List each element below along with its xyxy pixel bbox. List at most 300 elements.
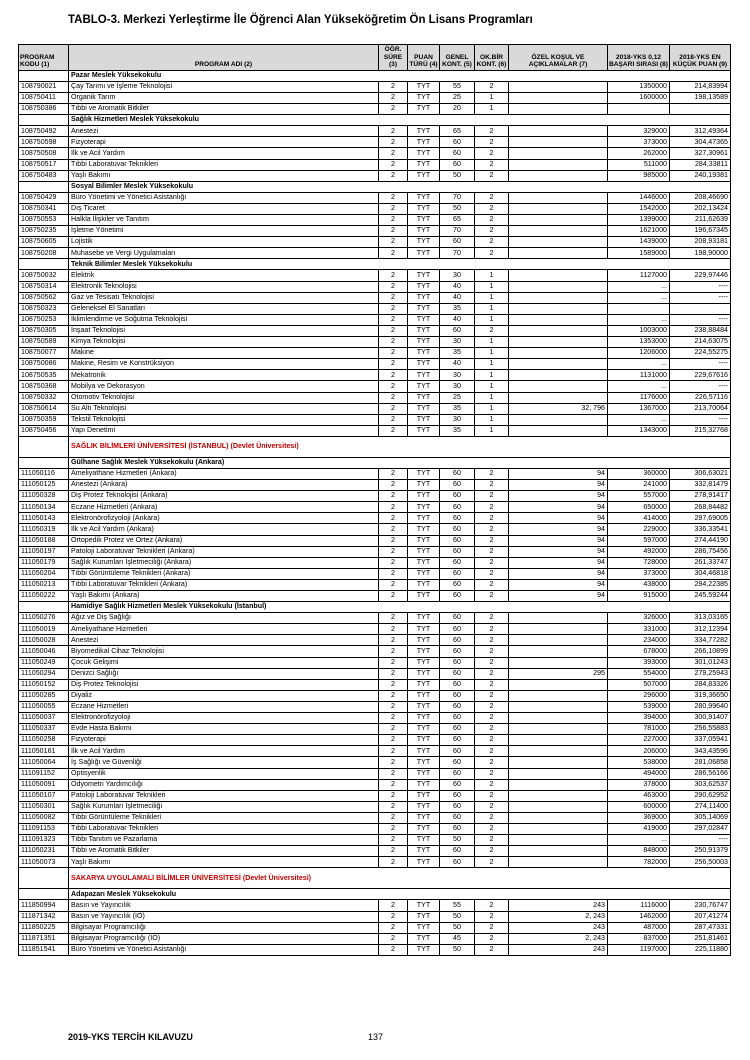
cell-success-rank: 394000 (608, 713, 670, 724)
cell-program-code: 111871342 (19, 911, 69, 922)
cell-min-score: 202,13424 (670, 203, 731, 214)
table-row (19, 857, 731, 868)
cell-duration: 2 (379, 911, 408, 922)
cell-score-type: TYT (408, 635, 440, 646)
cell-program-code: 108750456 (19, 425, 69, 436)
cell-program-code: 108750492 (19, 126, 69, 137)
table-row (19, 713, 731, 724)
cell-program-name: Diş Protez Teknolojisi (Ankara) (69, 491, 379, 502)
cell-score-type: TYT (408, 170, 440, 181)
cell-score-type: TYT (408, 933, 440, 944)
school-name: Adapazarı Meslek Yüksekokulu (69, 889, 731, 900)
cell-ob-quota: 2 (475, 148, 509, 159)
cell-duration: 2 (379, 403, 408, 414)
cell-program-code: 108750535 (19, 370, 69, 381)
cell-general-quota: 45 (440, 933, 475, 944)
school-section-row (19, 115, 731, 126)
cell-ob-quota: 2 (475, 701, 509, 712)
cell-duration: 2 (379, 535, 408, 546)
table-row (19, 248, 731, 259)
cell-special-conditions (509, 314, 608, 325)
school-section-row (19, 602, 731, 613)
cell-score-type: TYT (408, 491, 440, 502)
cell-special-conditions: 2, 243 (509, 911, 608, 922)
cell-ob-quota: 1 (475, 392, 509, 403)
cell-success-rank: 378000 (608, 779, 670, 790)
cell-ob-quota: 2 (475, 557, 509, 568)
cell-special-conditions: 94 (509, 557, 608, 568)
cell-general-quota: 30 (440, 381, 475, 392)
cell-ob-quota: 2 (475, 524, 509, 535)
cell-program-code: 108750341 (19, 203, 69, 214)
cell-program-name: Diş Protez Teknolojisi (69, 679, 379, 690)
cell-program-code: 111050285 (19, 690, 69, 701)
cell-success-rank: 1131000 (608, 370, 670, 381)
cell-duration: 2 (379, 823, 408, 834)
cell-min-score: 301,01243 (670, 657, 731, 668)
cell-general-quota: 55 (440, 81, 475, 92)
cell-general-quota: 40 (440, 292, 475, 303)
cell-program-name: Yapı Denetimi (69, 425, 379, 436)
cell-general-quota: 60 (440, 801, 475, 812)
cell-special-conditions: 94 (509, 591, 608, 602)
cell-program-code: 108750086 (19, 359, 69, 370)
cell-program-code: 111050125 (19, 480, 69, 491)
cell-score-type: TYT (408, 348, 440, 359)
cell-program-code: 111050204 (19, 568, 69, 579)
blank-code-cell (19, 115, 69, 126)
blank-code-cell (19, 602, 69, 613)
cell-duration: 2 (379, 579, 408, 590)
cell-ob-quota: 2 (475, 757, 509, 768)
cell-program-code: 108750368 (19, 381, 69, 392)
cell-success-rank: 373000 (608, 137, 670, 148)
blank-code-cell (19, 70, 69, 81)
cell-ob-quota: 1 (475, 337, 509, 348)
cell-program-name: Patoloji Laboratuvar Teknikleri (69, 790, 379, 801)
cell-score-type: TYT (408, 203, 440, 214)
cell-general-quota: 60 (440, 657, 475, 668)
cell-score-type: TYT (408, 303, 440, 314)
cell-ob-quota: 2 (475, 779, 509, 790)
cell-program-name: Çocuk Gelişimi (69, 657, 379, 668)
table-row (19, 92, 731, 103)
cell-min-score: 287,47331 (670, 922, 731, 933)
cell-special-conditions: 2, 243 (509, 933, 608, 944)
blank-code-cell (19, 889, 69, 900)
cell-min-score: 229,67616 (670, 370, 731, 381)
cell-score-type: TYT (408, 392, 440, 403)
cell-program-name: Diyaliz (69, 690, 379, 701)
cell-score-type: TYT (408, 579, 440, 590)
table-row (19, 546, 731, 557)
cell-program-code: 108750517 (19, 159, 69, 170)
cell-general-quota: 60 (440, 579, 475, 590)
cell-success-rank: 678000 (608, 646, 670, 657)
cell-general-quota: 60 (440, 746, 475, 757)
cell-min-score: 284,83326 (670, 679, 731, 690)
table-row (19, 900, 731, 911)
cell-program-name: Büro Yönetimi ve Yönetici Asistanlığı (69, 192, 379, 203)
cell-special-conditions (509, 846, 608, 857)
cell-general-quota: 60 (440, 557, 475, 568)
cell-min-score: ---- (670, 292, 731, 303)
cell-duration: 2 (379, 237, 408, 248)
cell-special-conditions: 94 (509, 568, 608, 579)
cell-program-name: Bilgisayar Programcılığı (69, 922, 379, 933)
cell-general-quota: 60 (440, 524, 475, 535)
table-row (19, 226, 731, 237)
table-row (19, 414, 731, 425)
table-row (19, 137, 731, 148)
cell-general-quota: 40 (440, 281, 475, 292)
table-row (19, 657, 731, 668)
cell-duration: 2 (379, 192, 408, 203)
cell-ob-quota: 2 (475, 801, 509, 812)
cell-general-quota: 25 (440, 392, 475, 403)
cell-program-name: Anestezi (Ankara) (69, 480, 379, 491)
cell-success-rank: 650000 (608, 502, 670, 513)
cell-ob-quota: 2 (475, 237, 509, 248)
cell-ob-quota: 2 (475, 81, 509, 92)
cell-score-type: TYT (408, 944, 440, 955)
cell-min-score: 332,81479 (670, 480, 731, 491)
cell-program-code: 111050028 (19, 635, 69, 646)
table-row (19, 148, 731, 159)
cell-success-rank: 487000 (608, 922, 670, 933)
cell-program-name: Fizyoterapi (69, 735, 379, 746)
cell-general-quota: 30 (440, 370, 475, 381)
cell-program-name: Tıbbi Laboratuvar Teknikleri (69, 159, 379, 170)
cell-ob-quota: 1 (475, 403, 509, 414)
cell-program-name: Makine, Resim ve Konstrüksiyon (69, 359, 379, 370)
cell-success-rank: 331000 (608, 624, 670, 635)
cell-special-conditions (509, 281, 608, 292)
cell-score-type: TYT (408, 835, 440, 846)
cell-score-type: TYT (408, 713, 440, 724)
table-row (19, 359, 731, 370)
cell-general-quota: 60 (440, 768, 475, 779)
cell-score-type: TYT (408, 801, 440, 812)
cell-general-quota: 30 (440, 270, 475, 281)
cell-program-name: İş Sağlığı ve Güvenliği (69, 757, 379, 768)
cell-ob-quota: 2 (475, 546, 509, 557)
cell-duration: 2 (379, 303, 408, 314)
cell-program-code: 108750605 (19, 237, 69, 248)
cell-general-quota: 60 (440, 724, 475, 735)
cell-special-conditions (509, 137, 608, 148)
cell-min-score: 280,99640 (670, 701, 731, 712)
cell-program-name: Makine (69, 348, 379, 359)
cell-duration: 2 (379, 646, 408, 657)
cell-min-score: ---- (670, 835, 731, 846)
header-program-name: PROGRAM ADI (2) (69, 45, 379, 71)
cell-special-conditions (509, 613, 608, 624)
cell-program-code: 108750323 (19, 303, 69, 314)
cell-duration: 2 (379, 170, 408, 181)
school-name: Gülhane Sağlık Meslek Yüksekokulu (Ankara) (69, 457, 731, 468)
page-number: 137 (368, 1032, 384, 1042)
cell-duration: 2 (379, 546, 408, 557)
cell-special-conditions (509, 203, 608, 214)
cell-success-rank: 419000 (608, 823, 670, 834)
cell-min-score: 224,55275 (670, 348, 731, 359)
cell-ob-quota: 2 (475, 790, 509, 801)
table-row (19, 679, 731, 690)
cell-duration: 2 (379, 126, 408, 137)
cell-general-quota: 60 (440, 846, 475, 857)
cell-ob-quota: 2 (475, 137, 509, 148)
cell-program-code: 111050082 (19, 812, 69, 823)
cell-min-score: 337,05941 (670, 735, 731, 746)
cell-score-type: TYT (408, 900, 440, 911)
cell-ob-quota: 1 (475, 281, 509, 292)
cell-ob-quota: 2 (475, 812, 509, 823)
cell-special-conditions (509, 237, 608, 248)
cell-program-name: Çay Tarımı ve İşleme Teknolojisi (69, 81, 379, 92)
cell-program-name: Tıbbi ve Aromatik Bitkiler (69, 846, 379, 857)
cell-special-conditions (509, 425, 608, 436)
cell-general-quota: 60 (440, 735, 475, 746)
cell-program-name: Muhasebe ve Vergi Uygulamaları (69, 248, 379, 259)
cell-program-name: Eczane Hizmetleri (69, 701, 379, 712)
cell-ob-quota: 2 (475, 933, 509, 944)
cell-min-score: 211,62639 (670, 215, 731, 226)
cell-ob-quota: 2 (475, 944, 509, 955)
cell-general-quota: 60 (440, 568, 475, 579)
cell-program-name: Tıbbi Laboratuvar Teknikleri (69, 823, 379, 834)
cell-score-type: TYT (408, 92, 440, 103)
cell-success-rank: 915000 (608, 591, 670, 602)
cell-special-conditions: 243 (509, 922, 608, 933)
cell-general-quota: 60 (440, 513, 475, 524)
cell-special-conditions: 243 (509, 944, 608, 955)
cell-success-rank: ... (608, 381, 670, 392)
cell-score-type: TYT (408, 690, 440, 701)
cell-min-score: ---- (670, 359, 731, 370)
cell-success-rank: 1176000 (608, 392, 670, 403)
cell-duration: 2 (379, 337, 408, 348)
cell-general-quota: 50 (440, 170, 475, 181)
cell-special-conditions (509, 81, 608, 92)
cell-general-quota: 60 (440, 480, 475, 491)
cell-ob-quota: 2 (475, 579, 509, 590)
cell-general-quota: 60 (440, 624, 475, 635)
table-row (19, 480, 731, 491)
cell-min-score: 300,91407 (670, 713, 731, 724)
cell-special-conditions (509, 292, 608, 303)
cell-special-conditions (509, 159, 608, 170)
table-row (19, 591, 731, 602)
cell-success-rank: 1600000 (608, 92, 670, 103)
cell-program-code: 108750235 (19, 226, 69, 237)
cell-min-score: 250,91379 (670, 846, 731, 857)
cell-score-type: TYT (408, 381, 440, 392)
table-row (19, 381, 731, 392)
programs-table-container (18, 44, 730, 956)
cell-program-name: Otomotiv Teknolojisi (69, 392, 379, 403)
cell-score-type: TYT (408, 192, 440, 203)
cell-ob-quota: 2 (475, 679, 509, 690)
cell-min-score: ---- (670, 381, 731, 392)
cell-min-score: 198,90000 (670, 248, 731, 259)
cell-general-quota: 30 (440, 337, 475, 348)
cell-program-code: 108750483 (19, 170, 69, 181)
cell-score-type: TYT (408, 104, 440, 115)
cell-special-conditions (509, 381, 608, 392)
cell-program-code: 111050319 (19, 524, 69, 535)
cell-score-type: TYT (408, 535, 440, 546)
cell-success-rank: 1197000 (608, 944, 670, 955)
cell-success-rank: 369000 (608, 812, 670, 823)
cell-ob-quota: 2 (475, 480, 509, 491)
cell-program-name: Ağız ve Diş Sağlığı (69, 613, 379, 624)
cell-program-name: İlk ve Acil Yardım (Ankara) (69, 524, 379, 535)
school-section-row (19, 259, 731, 270)
cell-program-code: 111871351 (19, 933, 69, 944)
table-row (19, 933, 731, 944)
table-row (19, 303, 731, 314)
cell-program-code: 108750508 (19, 148, 69, 159)
table-row (19, 812, 731, 823)
cell-min-score: 286,56166 (670, 768, 731, 779)
cell-special-conditions (509, 646, 608, 657)
cell-general-quota: 60 (440, 679, 475, 690)
cell-special-conditions (509, 325, 608, 336)
cell-general-quota: 35 (440, 303, 475, 314)
cell-program-code: 111091153 (19, 823, 69, 834)
cell-score-type: TYT (408, 126, 440, 137)
cell-program-code: 111050222 (19, 591, 69, 602)
cell-min-score: 261,33747 (670, 557, 731, 568)
cell-min-score: 266,10899 (670, 646, 731, 657)
cell-general-quota: 60 (440, 857, 475, 868)
table-row (19, 568, 731, 579)
cell-success-rank: 1127000 (608, 270, 670, 281)
footer-guide-title: 2019-YKS TERCİH KILAVUZU (68, 1032, 193, 1042)
cell-general-quota: 60 (440, 502, 475, 513)
cell-min-score: 306,63021 (670, 468, 731, 479)
table-body (19, 70, 731, 955)
cell-general-quota: 50 (440, 944, 475, 955)
cell-program-code: 111850994 (19, 900, 69, 911)
table-row (19, 281, 731, 292)
table-row (19, 348, 731, 359)
cell-min-score: 319,36650 (670, 690, 731, 701)
cell-score-type: TYT (408, 148, 440, 159)
cell-score-type: TYT (408, 270, 440, 281)
cell-score-type: TYT (408, 215, 440, 226)
cell-special-conditions (509, 812, 608, 823)
cell-duration: 2 (379, 922, 408, 933)
school-section-row (19, 889, 731, 900)
cell-score-type: TYT (408, 679, 440, 690)
cell-program-code: 111050116 (19, 468, 69, 479)
cell-program-code: 108750598 (19, 137, 69, 148)
cell-success-rank: 1439000 (608, 237, 670, 248)
cell-ob-quota: 1 (475, 303, 509, 314)
cell-special-conditions (509, 359, 608, 370)
cell-general-quota: 60 (440, 701, 475, 712)
cell-score-type: TYT (408, 790, 440, 801)
cell-program-code: 111050213 (19, 579, 69, 590)
cell-special-conditions (509, 192, 608, 203)
table-row (19, 126, 731, 137)
cell-special-conditions (509, 170, 608, 181)
cell-duration: 2 (379, 933, 408, 944)
university-row (19, 436, 731, 457)
cell-special-conditions (509, 414, 608, 425)
cell-score-type: TYT (408, 823, 440, 834)
cell-program-code: 108790021 (19, 81, 69, 92)
cell-min-score: 290,62952 (670, 790, 731, 801)
cell-duration: 2 (379, 857, 408, 868)
cell-min-score: 286,75456 (670, 546, 731, 557)
cell-ob-quota: 1 (475, 92, 509, 103)
cell-score-type: TYT (408, 425, 440, 436)
cell-min-score: 297,69005 (670, 513, 731, 524)
school-name: Sosyal Bilimler Meslek Yüksekokulu (69, 181, 731, 192)
table-row (19, 314, 731, 325)
table-row (19, 425, 731, 436)
cell-score-type: TYT (408, 281, 440, 292)
cell-duration: 2 (379, 325, 408, 336)
cell-special-conditions (509, 724, 608, 735)
cell-program-name: Büro Yönetimi ve Yönetici Asistanlığı (69, 944, 379, 955)
cell-ob-quota: 2 (475, 668, 509, 679)
cell-min-score: 312,49364 (670, 126, 731, 137)
cell-program-code: 108750032 (19, 270, 69, 281)
cell-special-conditions (509, 779, 608, 790)
cell-program-name: Ameliyathane Hizmetleri (69, 624, 379, 635)
cell-general-quota: 35 (440, 403, 475, 414)
cell-success-rank: ... (608, 281, 670, 292)
cell-duration: 2 (379, 226, 408, 237)
cell-ob-quota: 2 (475, 646, 509, 657)
cell-duration: 2 (379, 203, 408, 214)
cell-special-conditions (509, 735, 608, 746)
cell-general-quota: 50 (440, 203, 475, 214)
cell-duration: 2 (379, 812, 408, 823)
cell-score-type: TYT (408, 359, 440, 370)
cell-duration: 2 (379, 779, 408, 790)
cell-program-name: Anestezi (69, 126, 379, 137)
university-row (19, 868, 731, 889)
cell-success-rank: 329000 (608, 126, 670, 137)
cell-min-score: 256,50003 (670, 857, 731, 868)
cell-ob-quota: 2 (475, 591, 509, 602)
cell-program-name: Ortopedik Protez ve Ortez (Ankara) (69, 535, 379, 546)
cell-program-name: Bilgisayar Programcılığı (İÖ) (69, 933, 379, 944)
cell-special-conditions (509, 92, 608, 103)
cell-special-conditions (509, 348, 608, 359)
table-row (19, 535, 731, 546)
cell-general-quota: 65 (440, 126, 475, 137)
cell-special-conditions (509, 690, 608, 701)
cell-ob-quota: 1 (475, 104, 509, 115)
cell-program-code: 108750077 (19, 348, 69, 359)
cell-min-score: 297,02847 (670, 823, 731, 834)
cell-duration: 2 (379, 624, 408, 635)
cell-program-code: 111050258 (19, 735, 69, 746)
cell-program-name: Yaşlı Bakımı (69, 857, 379, 868)
cell-duration: 2 (379, 381, 408, 392)
cell-program-name: Tıbbi Tanıtım ve Pazarlama (69, 835, 379, 846)
cell-special-conditions (509, 392, 608, 403)
table-row (19, 846, 731, 857)
table-row (19, 403, 731, 414)
cell-min-score: 196,67345 (670, 226, 731, 237)
